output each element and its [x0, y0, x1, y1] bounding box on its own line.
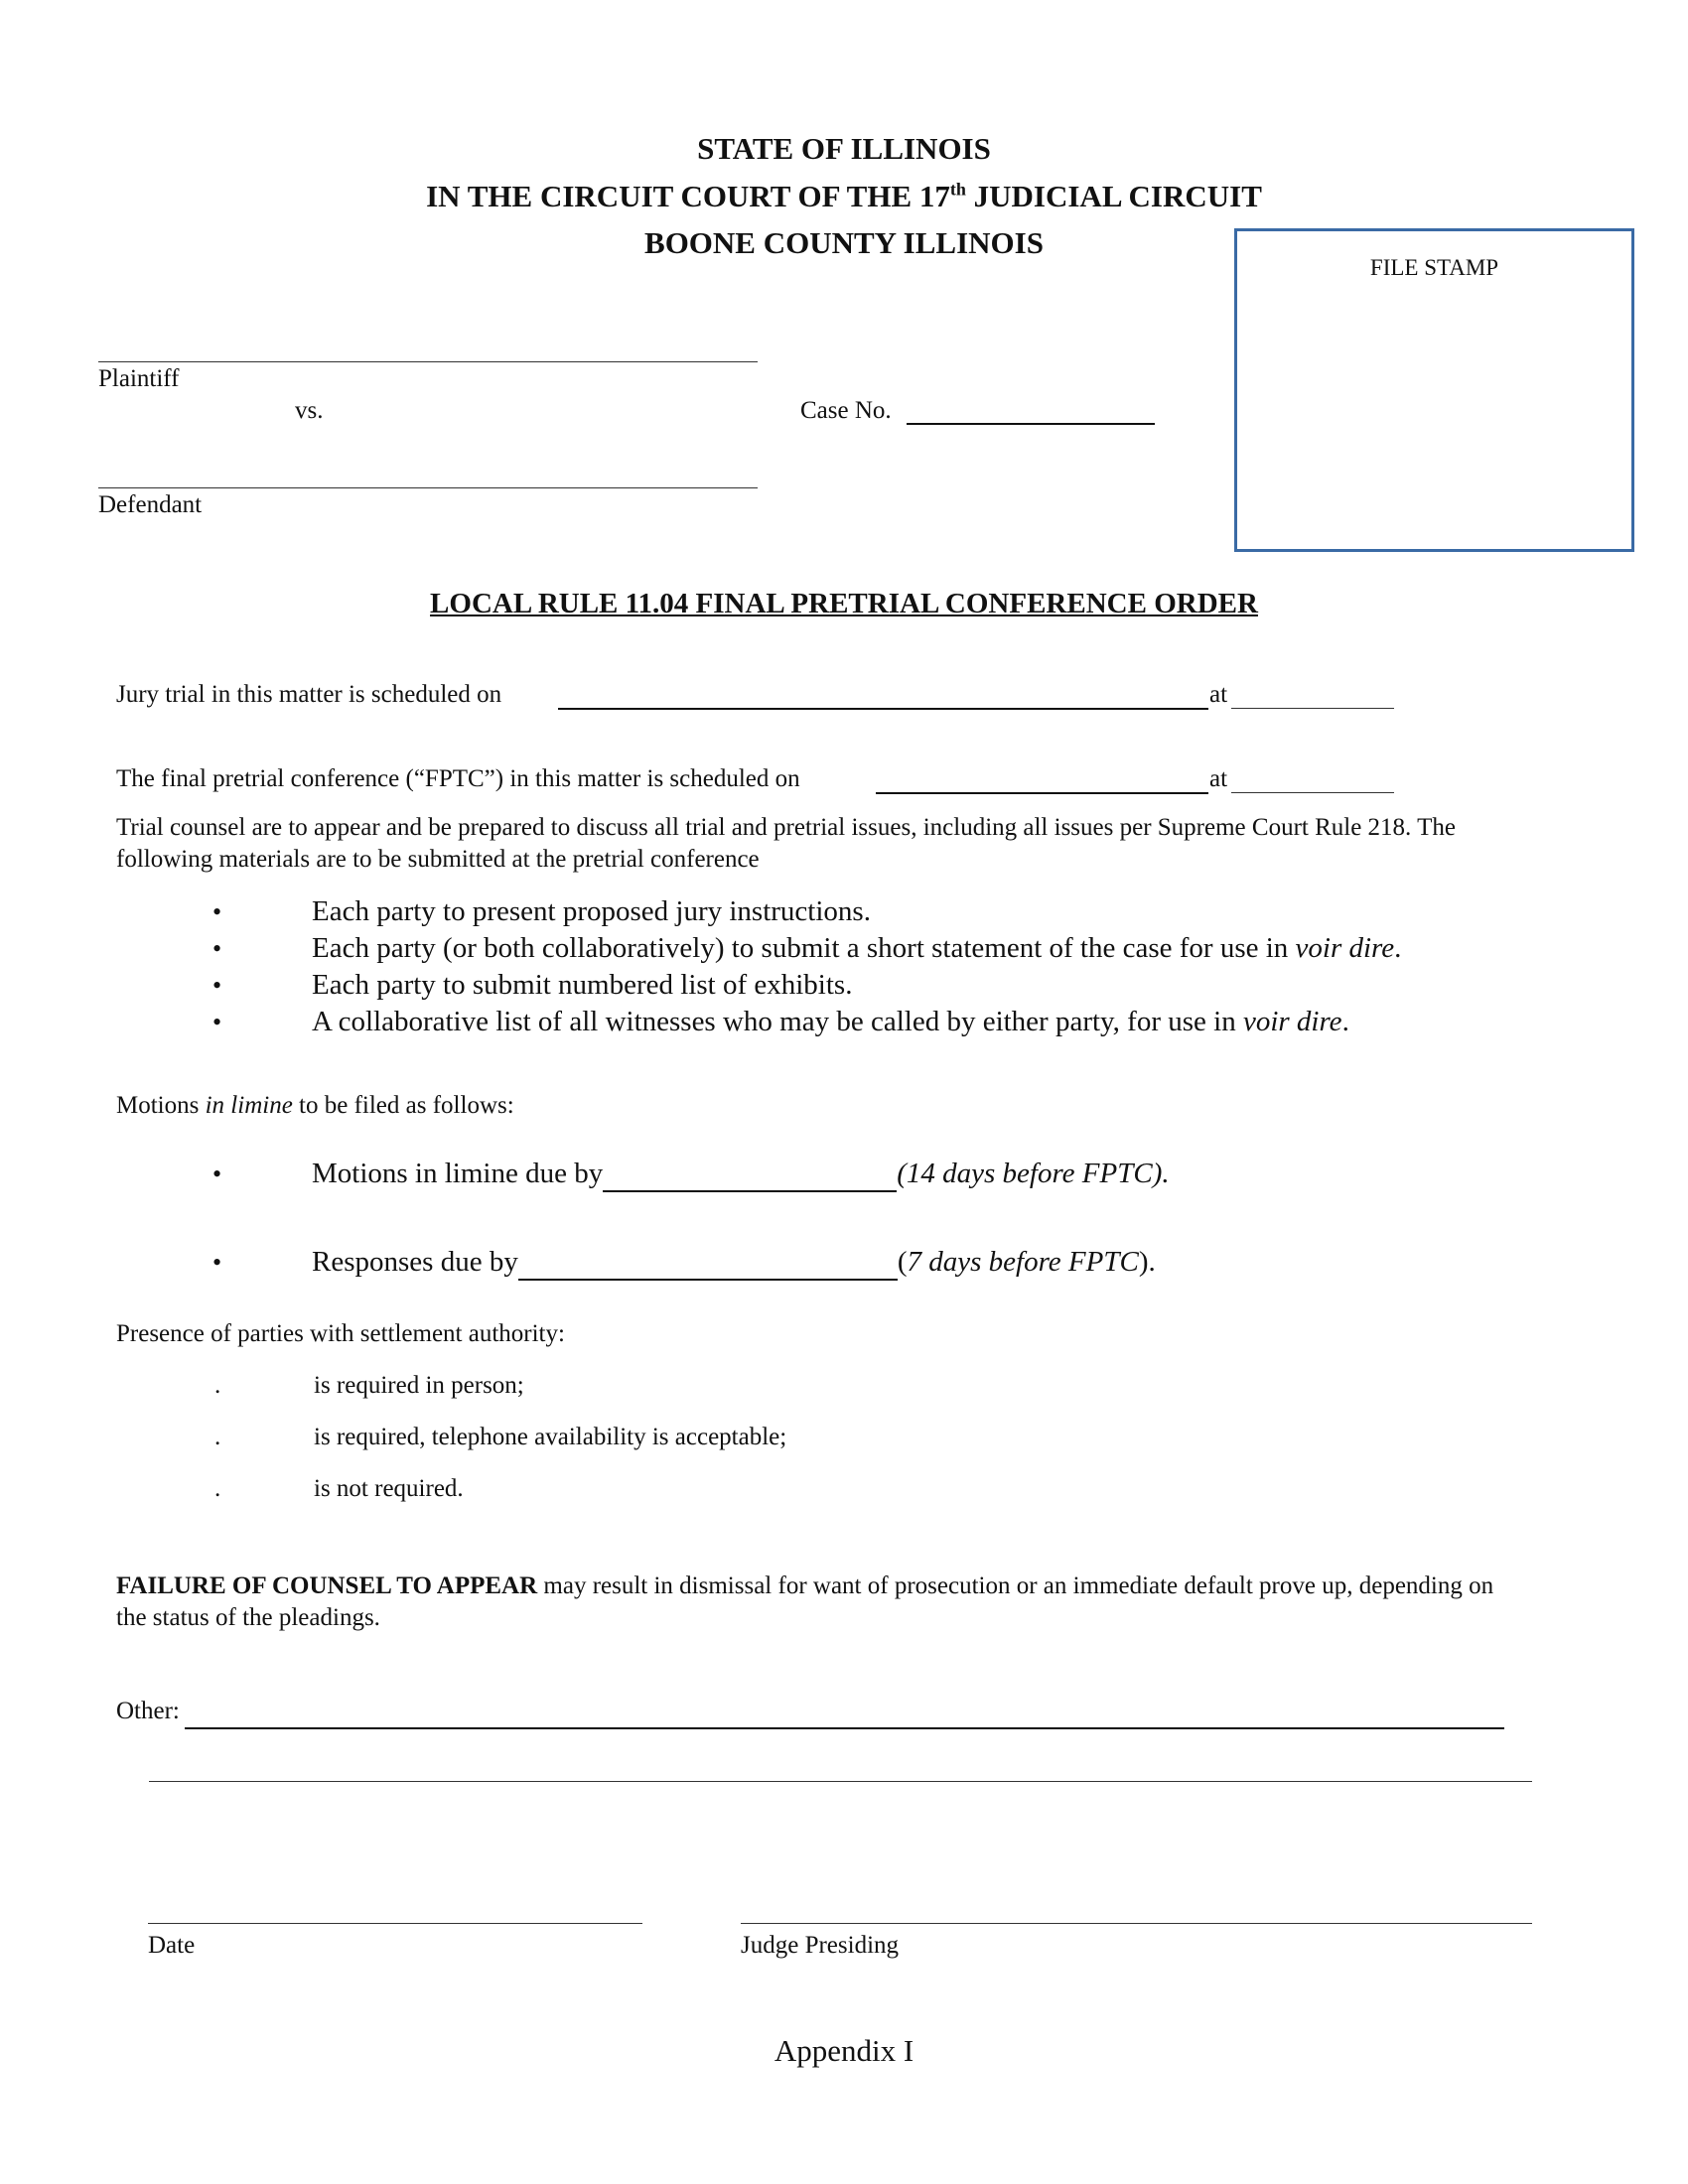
bullet-marker: • — [212, 934, 222, 963]
court-county-heading: BOONE COUNTY ILLINOIS — [644, 225, 1044, 260]
settlement-option-checkbox[interactable]: . — [214, 1424, 221, 1450]
fptc-text: The final pretrial conference (“FPTC”) in this matter is scheduled on — [116, 765, 800, 792]
fptc-time-field[interactable] — [1231, 792, 1394, 793]
settlement-option-checkbox[interactable]: . — [214, 1475, 221, 1502]
plaintiff-line[interactable] — [98, 361, 758, 362]
responses-due-row: Responses due by (7 days before FPTC). — [312, 1246, 1156, 1281]
judge-signature-line[interactable] — [741, 1923, 1532, 1924]
bullet-marker: • — [212, 1248, 222, 1277]
motions-due-row: Motions in limine due by (14 days before FPTC). — [312, 1158, 1170, 1192]
responses-due-date-field[interactable] — [518, 1246, 898, 1281]
requirement-case-statement: Each party (or both collaboratively) to submit a short statement of the case for use in voir dire. — [312, 932, 1402, 964]
other-field[interactable] — [185, 1727, 1504, 1729]
jury-trial-time-field[interactable] — [1231, 708, 1394, 709]
vs-label: vs. — [295, 397, 324, 424]
bullet-marker: • — [212, 1160, 222, 1188]
court-state-heading: STATE OF ILLINOIS — [697, 131, 991, 166]
jury-trial-date-field[interactable] — [558, 708, 1208, 710]
requirement-witness-list: A collaborative list of all witnesses who may be called by either party, for use in voir dire. — [312, 1006, 1349, 1037]
case-no-field[interactable] — [907, 423, 1155, 425]
order-title: LOCAL RULE 11.04 FINAL PRETRIAL CONFERENCE ORDER — [430, 588, 1258, 619]
settlement-option-not-required: is not required. — [314, 1475, 464, 1502]
instructions-paragraph: Trial counsel are to appear and be prepared to discuss all trial and pretrial issues, including all issues per Supreme Court Rule 218. The following materials are to be submitted at the pretrial conference — [116, 814, 1456, 873]
bullet-marker: • — [212, 971, 222, 1000]
jury-trial-text: Jury trial in this matter is scheduled on — [116, 681, 502, 708]
requirement-exhibit-list: Each party to submit numbered list of exhibits. — [312, 969, 853, 1001]
motions-due-date-field[interactable] — [603, 1158, 897, 1192]
court-circuit-heading: IN THE CIRCUIT COURT OF THE 17th JUDICIAL CIRCUIT — [426, 179, 1262, 213]
fptc-date-field[interactable] — [876, 792, 1208, 794]
requirement-jury-instructions: Each party to present proposed jury instructions. — [312, 895, 871, 927]
judge-presiding-label: Judge Presiding — [741, 1932, 900, 1959]
date-signature-line[interactable] — [148, 1923, 642, 1924]
bullet-marker: • — [212, 1008, 222, 1036]
settlement-option-telephone: is required, telephone availability is acceptable; — [314, 1424, 787, 1450]
failure-to-appear-notice: FAILURE OF COUNSEL TO APPEAR may result in dismissal for want of prosecution or an immediate default prove up, depending on the status of the pleadings. — [116, 1572, 1494, 1631]
defendant-line[interactable] — [98, 487, 758, 488]
motions-intro: Motions in limine to be filed as follows: — [116, 1092, 514, 1119]
settlement-option-in-person: is required in person; — [314, 1372, 524, 1399]
defendant-label: Defendant — [98, 491, 203, 518]
plaintiff-label: Plaintiff — [98, 365, 180, 392]
jury-trial-at-label: at — [1209, 681, 1228, 708]
file-stamp-label: FILE STAMP — [1369, 255, 1499, 280]
settlement-intro: Presence of parties with settlement authority: — [116, 1320, 565, 1347]
appendix-footer: Appendix I — [774, 2033, 914, 2068]
file-stamp-box — [1234, 228, 1634, 552]
other-field-continued[interactable] — [149, 1781, 1532, 1782]
settlement-option-checkbox[interactable]: . — [214, 1372, 221, 1399]
case-no-label: Case No. — [800, 397, 892, 424]
date-label: Date — [148, 1932, 196, 1959]
fptc-at-label: at — [1209, 765, 1228, 792]
bullet-marker: • — [212, 897, 222, 926]
other-label: Other: — [116, 1698, 180, 1724]
